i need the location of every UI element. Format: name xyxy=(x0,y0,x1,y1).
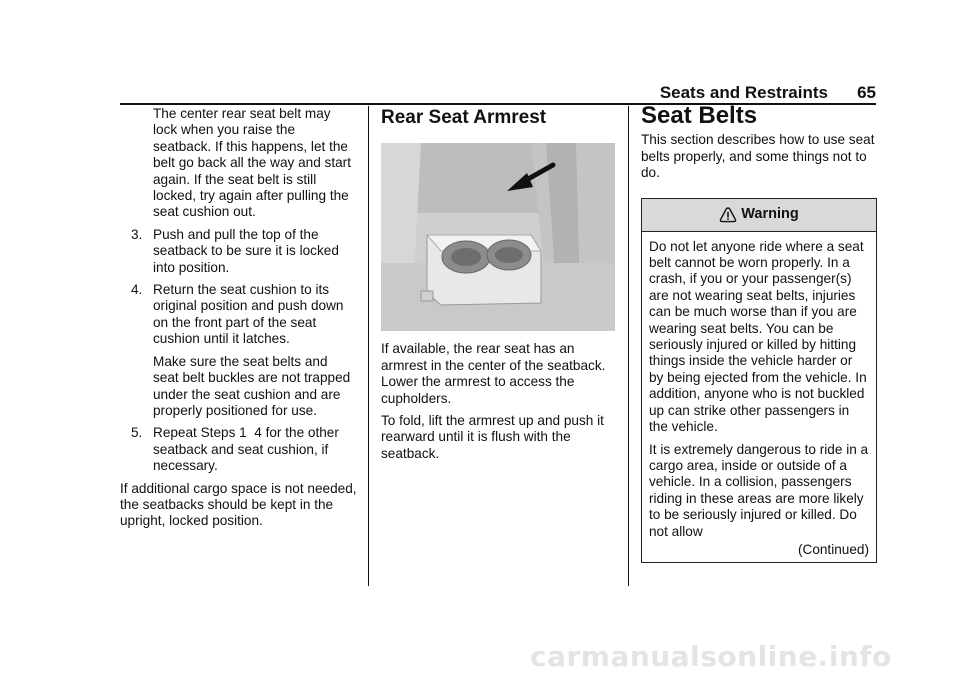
warning-title: Warning xyxy=(741,206,799,223)
step-5 xyxy=(120,425,357,474)
center-belt-note: The center rear seat belt may lock when you raise the seatback. If this happens, let the belt go back all the way and start again. If the seat belt is still locked, try again after pulling the seat cushion out. xyxy=(153,106,351,220)
column-3 xyxy=(641,102,877,563)
step-4 xyxy=(120,282,357,348)
svg-text:carmanualsonline.info: carmanualsonline.info xyxy=(530,640,892,673)
column-1 xyxy=(120,106,357,536)
warning-box xyxy=(641,198,877,564)
step-number: 3. xyxy=(131,226,143,242)
warning-body xyxy=(642,232,876,563)
section-title: Seats and Restraints xyxy=(659,83,828,102)
page-header xyxy=(120,81,876,105)
watermark-logo xyxy=(530,640,910,674)
seat-belts-intro: This section describes how to use seat belts properly, and some things not to do. xyxy=(641,132,875,181)
armrest-cupholder-photo xyxy=(381,143,615,331)
step-text: Return the seat cushion to its original position and push down on the front part of the seat cushion until it latches. xyxy=(153,282,344,347)
column-2 xyxy=(381,106,615,468)
seat-belts-heading: Seat Belts xyxy=(641,102,758,129)
step-text: Repeat Steps 1 4 for the other seatback and seat cushion, if necessary. xyxy=(153,425,339,474)
warning-triangle-icon xyxy=(719,206,737,224)
step-number: 5. xyxy=(131,425,143,441)
continued-label: (Continued) xyxy=(797,541,869,557)
column-divider xyxy=(368,106,369,586)
warning-para-1: Do not let anyone ride where a seat belt cannot be worn properly. In a crash, if you or your passenger(s) are not wearing seat belts, injuries can be much worse than if you are wearing seat belts. You can be seriously injured or killed by hitting things inside the vehicle harder or by being ejected from the vehicle. In addition, anyone who is not buckled up can strike other passengers in the vehicle. xyxy=(649,238,867,435)
step-number: 4. xyxy=(131,282,143,298)
step-text: Push and pull the top of the seatback to be sure it is locked into position. xyxy=(153,226,339,275)
rear-seat-armrest-heading: Rear Seat Armrest xyxy=(381,107,547,128)
warning-para-2: It is extremely dangerous to ride in a cargo area, inside or outside of a vehicle. In a collision, passengers riding in these areas are more likely to be seriously injured or killed. Do not allow xyxy=(649,441,869,539)
page-number: 65 xyxy=(857,83,876,102)
cargo-space-para: If additional cargo space is not needed, the seatbacks should be kept in the upright, locked position. xyxy=(120,480,357,529)
armrest-para-2: To fold, lift the armrest up and push it rearward until it is flush with the seatback. xyxy=(381,413,604,461)
warning-title-bar xyxy=(642,199,876,232)
column-divider xyxy=(628,106,629,586)
step-3 xyxy=(120,227,357,276)
step-4-note: Make sure the seat belts and seat belt buckles are not trapped under the seat cushion and are properly positioned for use. xyxy=(153,353,351,418)
armrest-para-1: If available, the rear seat has an armrest in the center of the seatback. Lower the armrest to access the cupholders. xyxy=(381,341,606,406)
